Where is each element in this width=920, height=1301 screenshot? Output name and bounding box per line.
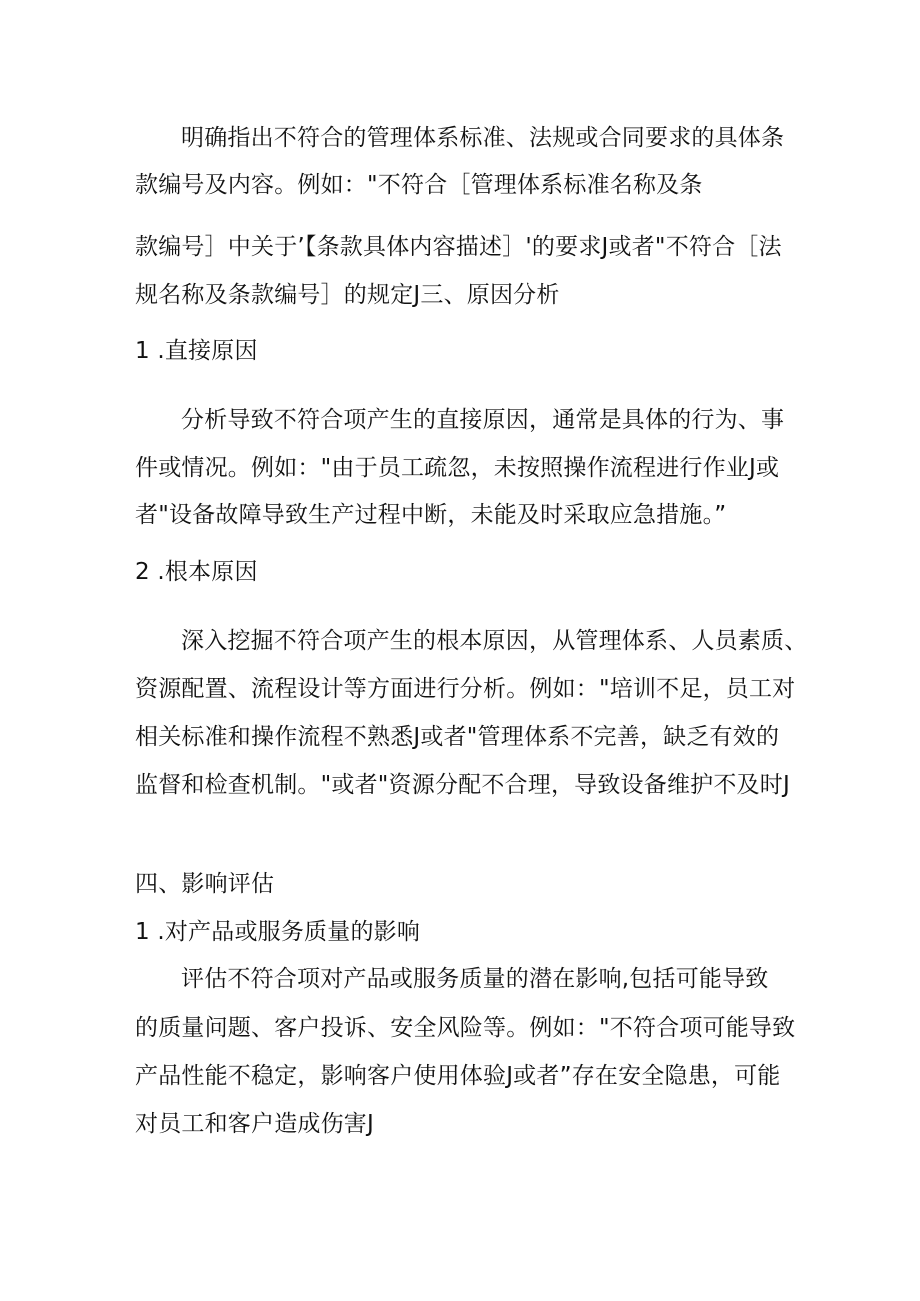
section-impact-assessment: 四、影响评估 bbox=[135, 871, 275, 897]
heading-root-cause: 2 .根本原因 bbox=[135, 559, 258, 585]
paragraph-line: 的质量问题、客户投诉、安全风险等。例如："不符合项可能导致 bbox=[135, 1015, 796, 1041]
paragraph-line: 款编号及内容。例如："不符合［管理体系标准名称及条 bbox=[135, 172, 703, 198]
paragraph-line: 分析导致不符合项产生的直接原因，通常是具体的行为、事 bbox=[181, 407, 785, 433]
paragraph-line: 相关标准和操作流程不熟悉J或者"管理体系不完善，缺乏有效的 bbox=[135, 724, 780, 750]
paragraph-line: 款编号］中关于’【条款具体内容描述］'的要求J或者"不符合［法 bbox=[135, 234, 782, 260]
paragraph-line: 规名称及条款编号］的规定J三、原因分析 bbox=[135, 282, 560, 308]
paragraph-line: 明确指出不符合的管理体系标准、法规或合同要求的具体条 bbox=[181, 125, 785, 151]
paragraph-line: 资源配置、流程设计等方面进行分析。例如："培训不足，员工对 bbox=[135, 676, 796, 702]
paragraph-line: 深入挖掘不符合项产生的根本原因，从管理体系、人员素质、 bbox=[181, 628, 808, 654]
paragraph-line: 产品性能不稳定，影响客户使用体验J或者”存在安全隐患，可能 bbox=[135, 1063, 781, 1089]
heading-direct-cause: 1 .直接原因 bbox=[135, 338, 258, 364]
paragraph-line: 监督和检查机制。"或者"资源分配不合理，导致设备维护不及时J bbox=[135, 772, 790, 798]
heading-quality-impact: 1 .对产品或服务质量的影响 bbox=[135, 919, 421, 945]
paragraph-line: 者"设备故障导致生产过程中断，未能及时采取应急措施。” bbox=[135, 502, 727, 528]
paragraph-line: 评估不符合项对产品或服务质量的潜在影响,包括可能导致 bbox=[181, 966, 769, 992]
paragraph-line: 件或情况。例如："由于员工疏忽，未按照操作流程进行作业J或 bbox=[135, 455, 780, 481]
paragraph-line: 对员工和客户造成伤害J bbox=[135, 1111, 374, 1137]
